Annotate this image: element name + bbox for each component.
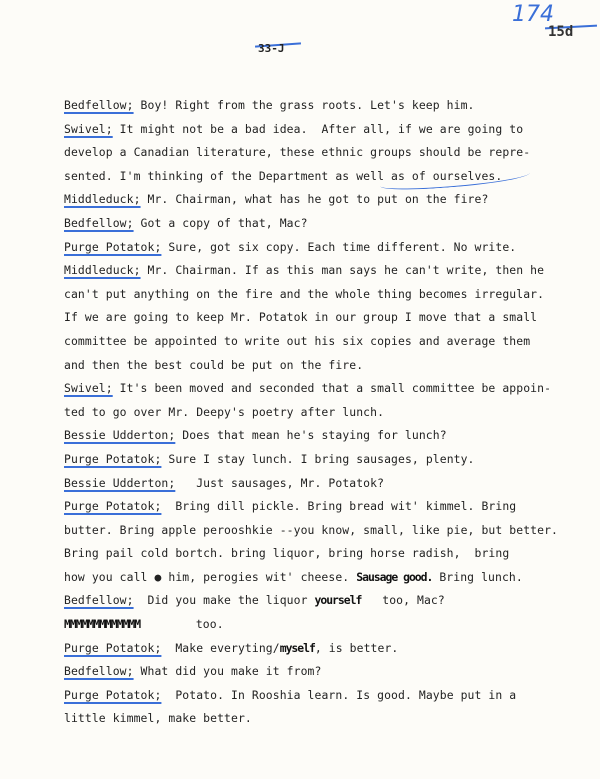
speaker-name: Purge Potatok; (64, 640, 162, 655)
dialogue-text: Make everyting/ (161, 640, 280, 655)
script-line (64, 141, 589, 165)
dialogue-text: Just sausages, Mr. Potatok? (175, 475, 385, 490)
speaker-name: Bessie Udderton; (64, 475, 176, 490)
speaker-name: Swivel; (64, 381, 113, 396)
script-line (64, 519, 589, 543)
script-line (64, 165, 589, 189)
dialogue-text: ted to go over Mr. Deepy's poetry after lunch. (64, 404, 385, 419)
script-line (64, 401, 589, 425)
speaker-name: Bedfellow; (64, 215, 134, 230)
dialogue-text: Mr. Chairman, what has he got to put on the fire? (140, 192, 489, 207)
speaker-name: Bedfellow; (64, 593, 134, 608)
dialogue-text: Potato. In Rooshia learn. Is good. Maybe put in a (161, 687, 517, 702)
script-line (64, 424, 589, 448)
script-line (64, 212, 589, 236)
script-line (64, 306, 589, 330)
speaker-name: Purge Potatok; (64, 499, 162, 514)
dialogue-text: butter. Bring apple perooshkie --you know, small, like pie, but better. (64, 522, 558, 537)
dialogue-text: can't put anything on the fire and the whole thing becomes irregular. (64, 286, 545, 301)
dialogue-text: , is better. (314, 640, 399, 655)
script-line (64, 637, 589, 661)
dialogue-text: committee be appointed to write out his six copies and average them (64, 333, 531, 348)
dialogue-text: It might not be a bad idea. After all, if we are going to (112, 121, 524, 136)
script-line (64, 188, 589, 212)
script-line (64, 283, 589, 307)
speaker-name: Purge Potatok; (64, 687, 162, 702)
strikeover-text: yourself (314, 593, 362, 608)
dialogue-text: Sure I stay lunch. I bring sausages, plenty. (161, 451, 475, 466)
script-body (64, 94, 589, 731)
dialogue-text: how you call ● him, perogies wit' cheese. (64, 569, 357, 584)
script-line (64, 236, 589, 260)
script-line (64, 495, 589, 519)
dialogue-text: Bring pail cold bortch. bring liquor, bring horse radish, bring (64, 546, 510, 561)
dialogue-text: Did you make the liquor (133, 593, 315, 608)
script-line (64, 542, 589, 566)
script-line (64, 472, 589, 496)
dialogue-text: What did you make it from? (133, 664, 322, 679)
speaker-name: Bessie Udderton; (64, 428, 176, 443)
script-line (64, 448, 589, 472)
dialogue-text: Mr. Chairman. If as this man says he can't write, then he (140, 263, 545, 278)
dialogue-text: and then the best could be put on the fire. (64, 357, 364, 372)
dialogue-text: Does that mean he's staying for lunch? (175, 428, 447, 443)
handwritten-page-number: 174 (512, 2, 554, 27)
script-line (64, 684, 589, 708)
strikeover-text: myself (279, 640, 315, 655)
strikeover-text: Sausage good. (356, 569, 433, 584)
dialogue-text: Sure, got six copy. Each time different. No write. (161, 239, 517, 254)
script-line (64, 660, 589, 684)
page-reference: 33-J (258, 42, 285, 55)
typed-page-number: 15d (548, 24, 574, 40)
speaker-name: Purge Potatok; (64, 239, 162, 254)
script-line (64, 566, 589, 590)
speaker-name: Middleduck; (64, 263, 141, 278)
script-line (64, 707, 589, 731)
script-line (64, 589, 589, 613)
dialogue-text: Bring dill pickle. Bring bread wit' kimmel. Bring (161, 499, 517, 514)
script-line (64, 94, 589, 118)
dialogue-text: develop a Canadian literature, these ethnic groups should be repre- (64, 145, 531, 160)
dialogue-text: little kimmel, make better. (64, 711, 252, 726)
dialogue-text: too, Mac? (361, 593, 445, 608)
dialogue-text: sented. I'm thinking of the Department as well as of ourselves. (64, 168, 503, 183)
dialogue-text: Boy! Right from the grass roots. Let's keep him. (133, 98, 475, 112)
script-line (64, 613, 589, 637)
speaker-name: Bedfellow; (64, 664, 134, 679)
strikeover-text: MMMMMMMMMMMMM (64, 617, 141, 632)
dialogue-text: Got a copy of that, Mac? (133, 215, 308, 230)
script-line (64, 377, 589, 401)
script-line (64, 259, 589, 283)
speaker-name: Swivel; (64, 121, 113, 136)
dialogue-text: too. (140, 617, 224, 632)
dialogue-text: It's been moved and seconded that a small committee be appoin- (112, 381, 552, 396)
script-line (64, 330, 589, 354)
speaker-name: Bedfellow; (64, 98, 134, 112)
script-line (64, 118, 589, 142)
script-line (64, 354, 589, 378)
dialogue-text: If we are going to keep Mr. Potatok in our group I move that a small (64, 310, 538, 325)
speaker-name: Purge Potatok; (64, 451, 162, 466)
speaker-name: Middleduck; (64, 192, 141, 207)
dialogue-text: Bring lunch. (432, 569, 523, 584)
